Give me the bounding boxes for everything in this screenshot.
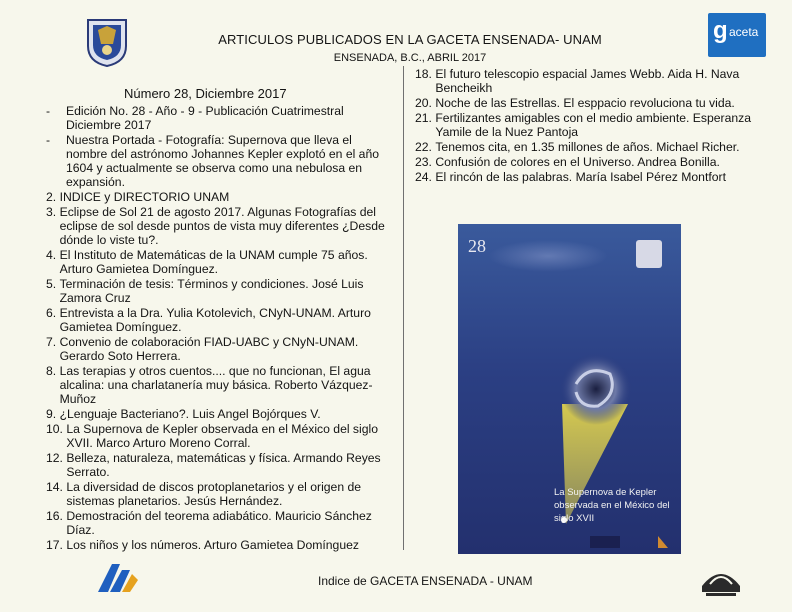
institution-logo-right [698,560,744,604]
item-number: 16. [46,509,63,523]
institution-logo-left [96,560,140,594]
item-number: 9. [46,407,57,421]
item-text: Eclipse de Sol 21 de agosto 2017. Algunas Fotografías del eclipse de sol desde puntos de vista muy diferentes ¿Desde dónde lo viste tu?. [59,205,385,247]
item-text: Noche de las Estrellas. El esppacio revoluciona tu vida. [435,96,735,110]
item-text: Convenio de colaboración FIAD-UABC y CNyN-UNAM. Gerardo Soto Herrera. [59,335,359,363]
item-text: ¿Lenguaje Bacteriano?. Luis Angel Bojórques V. [59,407,321,421]
gaceta-logo-text: aceta [729,25,759,39]
cover-title [554,486,679,525]
list-item [415,67,775,95]
item-text: Tenemos cita, en 1.35 millones de años. Michael Richer. [435,140,740,154]
item-text: El Instituto de Matemáticas de la UNAM cumple 75 años. Arturo Gamietea Domínguez. [59,248,368,276]
item-number: 2. [46,190,57,204]
cover-issue-number: 28 [468,236,486,256]
item-number: - [46,104,51,118]
cover-title-line1: La Supernova de Kepler [554,487,657,498]
item-text: El rincón de las palabras. María Isabel Pérez Montfort [435,170,726,184]
list-item [46,407,386,421]
list-item [46,538,386,552]
item-number: 6. [46,306,57,320]
item-text: Terminación de tesis: Términos y condiciones. José Luis Zamora Cruz [59,277,364,305]
item-text: La diversidad de discos protoplanetarios y el origen de sistemas planetarios. Jesús Hernández. [66,480,362,508]
list-item [46,277,386,305]
item-text: Los niños y los números. Arturo Gamietea Domínguez [66,538,359,552]
magazine-cover-image [458,224,681,554]
item-number: 17. [46,538,63,552]
item-number: 8. [46,364,57,378]
list-item [46,451,386,479]
list-item [46,190,386,204]
item-text: La Supernova de Kepler observada en el México del siglo XVII. Marco Arturo Moreno Corral. [66,422,378,450]
item-number: 21. [415,111,432,125]
list-item [46,104,386,132]
item-text: Edición No. 28 - Año - 9 - Publicación Cuatrimestral Diciembre 2017 [66,104,344,132]
item-text: Las terapias y otros cuentos.... que no funcionan, El agua alcalina: una charlatanería muy básica. Roberto Vázquez-Muñoz [59,364,373,406]
item-text: INDICE y DIRECTORIO UNAM [59,190,230,204]
item-number: 4. [46,248,57,262]
list-item [46,306,386,334]
item-number: 14. [46,480,63,494]
item-number: 7. [46,335,57,349]
item-number: 22. [415,140,432,154]
item-number: 10. [46,422,63,436]
page-subtitle: ENSENADA, B.C., ABRIL 2017 [333,52,487,64]
list-item [415,111,775,139]
item-number: - [46,133,51,147]
item-number: 3. [46,205,57,219]
list-item [46,422,386,450]
right-article-list [415,67,775,185]
gaceta-logo-letter: g [713,17,728,44]
column-divider [403,66,404,550]
item-number: 20. [415,96,432,110]
list-item [46,133,386,189]
list-item [46,335,386,363]
item-text: El futuro telescopio espacial James Webb. Aida H. Nava Bencheikh [435,67,740,95]
list-item [46,205,386,247]
item-number: 12. [46,451,63,465]
list-item [46,364,386,406]
item-text: Nuestra Portada - Fotografía: Supernova que lleva el nombre del astrónomo Johannes Kepler explotó en el año 1604 y actualmente se observa como una nebulosa en expansión. [66,133,380,189]
list-item [46,480,386,508]
item-text: Entrevista a la Dra. Yulia Kotolevich, CNyN-UNAM. Arturo Gamietea Domínguez. [59,306,371,334]
item-text: Demostración del teorema adiabático. Mauricio Sánchez Díaz. [66,509,372,537]
list-item [415,155,775,169]
list-item [415,170,775,184]
gaceta-logo [708,13,766,57]
item-number: 23. [415,155,432,169]
item-number: 18. [415,67,432,81]
list-item [415,140,775,154]
item-number: 24. [415,170,432,184]
list-item [415,96,775,110]
item-text: Confusión de colores en el Universo. Andrea Bonilla. [435,155,720,169]
item-text: Fertilizantes amigables con el medio ambiente. Esperanza Yamile de la Nuez Pantoja [435,111,752,139]
cover-masthead [488,240,608,272]
page-title: ARTICULOS PUBLICADOS EN LA GACETA ENSENADA- UNAM [218,32,602,47]
item-text: Belleza, naturaleza, matemáticas y física. Armando Reyes Serrato. [66,451,381,479]
unam-seal-logo [82,16,132,68]
footer-text: Indice de GACETA ENSENADA - UNAM [318,574,533,588]
cover-title-line2: observada en el México del siglo XVII [554,500,670,524]
item-number: 5. [46,277,57,291]
left-article-list [46,104,386,553]
list-item [46,248,386,276]
list-item [46,509,386,537]
cover-unam-seal [636,240,662,268]
issue-heading: Número 28, Diciembre 2017 [124,86,287,101]
